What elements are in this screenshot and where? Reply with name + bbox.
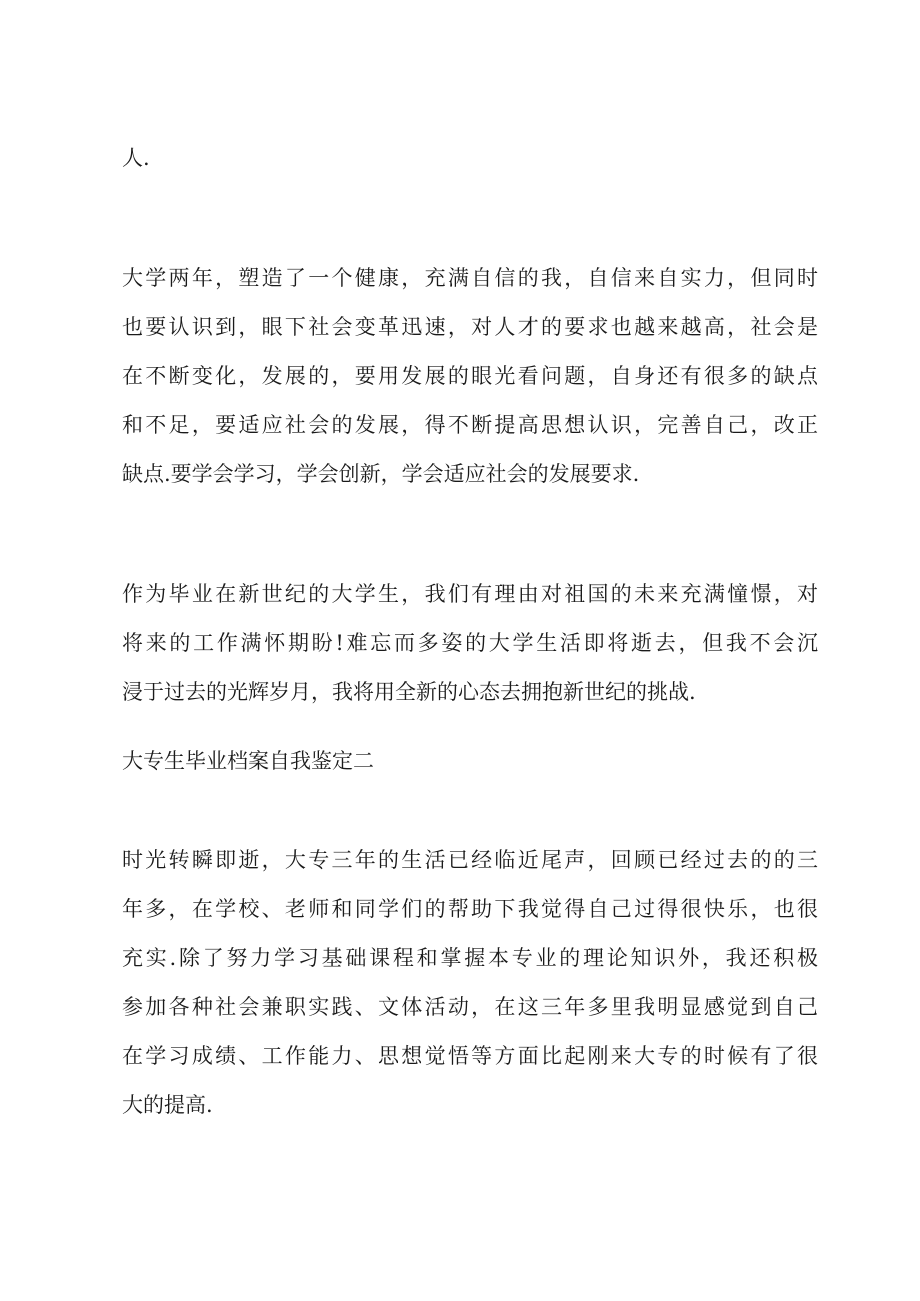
text-line: 人. <box>122 146 150 170</box>
text-line: 缺点.要学会学习，学会创新，学会适应社会的发展要求. <box>122 462 640 486</box>
text-line: 和不足，要适应社会的发展，得不断提高思想认识，完善自己，改正 <box>122 413 818 437</box>
section-heading <box>122 737 818 786</box>
text-line: 大的提高. <box>122 1093 213 1117</box>
text-line: 在不断变化，发展的，要用发展的眼光看问题，自身还有很多的缺点 <box>122 364 818 388</box>
heading-text: 大专生毕业档案自我鉴定二 <box>122 749 374 773</box>
text-line: 作为毕业在新世纪的大学生，我们有理由对祖国的未来充满憧憬，对 <box>122 582 818 606</box>
paragraph-three-years-review <box>122 836 818 1130</box>
text-line: 时光转瞬即逝，大专三年的生活已经临近尾声，回顾已经过去的的三 <box>122 848 818 872</box>
text-line: 参加各种社会兼职实践、文体活动，在这三年多里我明显感觉到自己 <box>122 995 818 1019</box>
paragraph-fragment <box>122 134 818 183</box>
text-line: 在学习成绩、工作能力、思想觉悟等方面比起刚来大专的时候有了很 <box>122 1044 818 1068</box>
paragraph-new-century-graduate <box>122 570 818 717</box>
text-line: 年多，在学校、老师和同学们的帮助下我觉得自己过得很快乐，也很 <box>122 897 818 921</box>
text-line: 大学两年，塑造了一个健康，充满自信的我，自信来自实力，但同时 <box>122 266 818 290</box>
text-line: 也要认识到，眼下社会变革迅速，对人才的要求也越来越高，社会是 <box>122 315 818 339</box>
paragraph-self-confidence <box>122 254 818 499</box>
text-line: 充实.除了努力学习基础课程和掌握本专业的理论知识外，我还积极 <box>122 946 818 970</box>
text-line: 将来的工作满怀期盼!难忘而多姿的大学生活即将逝去，但我不会沉 <box>122 631 818 655</box>
text-line: 浸于过去的光辉岁月，我将用全新的心态去拥抱新世纪的挑战. <box>122 680 696 704</box>
